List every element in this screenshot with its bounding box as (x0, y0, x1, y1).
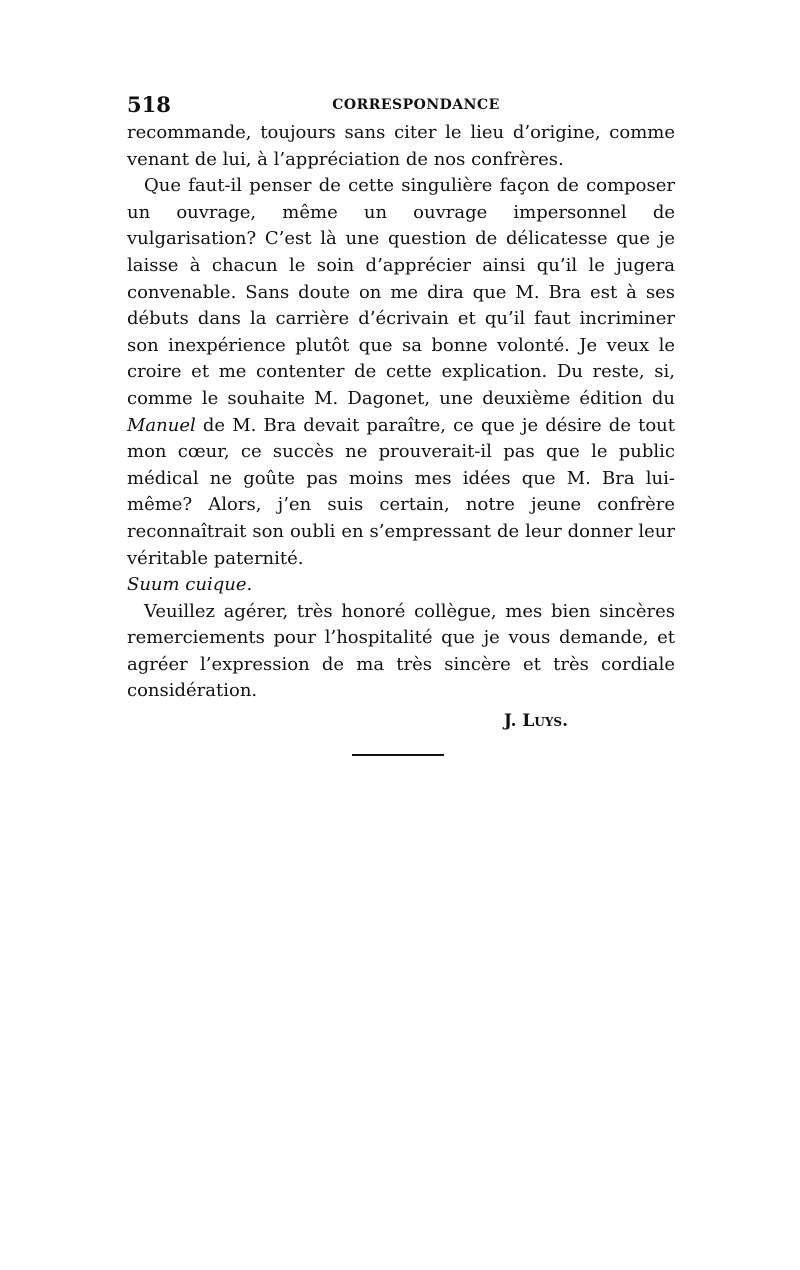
paragraph-2 (127, 173, 675, 572)
suum-cuique: Suum cuique. (127, 574, 253, 596)
signature (127, 711, 675, 731)
paragraph-3-suum-cuique (127, 572, 675, 599)
paragraph-4: Veuillez agérer, très honoré collègue, mes bien sincères remerciements pour l’hospitalité que je vous demande, et agréer l’expression de ma très sincère et très cordiale considération. (127, 600, 675, 702)
separator-rule (352, 754, 444, 756)
page-number: 518 (127, 92, 171, 117)
paragraph-1: recommande, toujours sans citer le lieu d’origine, comme venant de lui, à l’appréciation de nos confrères. (127, 122, 675, 170)
body-text (127, 120, 675, 705)
paragraph-2-text: Que faut-il penser de cette singulière façon de composer un ouvrage, même un ouvrage impersonnel de vulgarisation? C’est là une question de délicatesse que je laisse à chacun le soin d’apprécier ainsi qu’il le jugera convenable. Sans doute on me dira que M. Bra est à ses débuts dans la carrière d’écrivain et qu’il faut incriminer son inexpérience plutôt que sa bonne volonté. Je veux le croire et me contenter de cette explication. Du reste, si, comme le souhaite M. Dagonet, une deuxième édition du Manuel de M. Bra devait paraître, ce que je désire de tout mon cœur, ce succès ne prouverait-il pas que le public médical ne goûte pas moins mes idées que M. Bra lui-même? Alors, j’en suis certain, notre jeune confrère reconnaîtrait son oubli en s’empressant de leur donner leur véritable paternité. (127, 175, 675, 569)
page-header (127, 88, 675, 120)
italic-manuel: Manuel (127, 414, 196, 436)
document-page (127, 88, 675, 731)
signature-initial: J. (503, 711, 517, 732)
running-head: CORRESPONDANCE (332, 97, 500, 113)
signature-name: Luys. (522, 711, 568, 732)
